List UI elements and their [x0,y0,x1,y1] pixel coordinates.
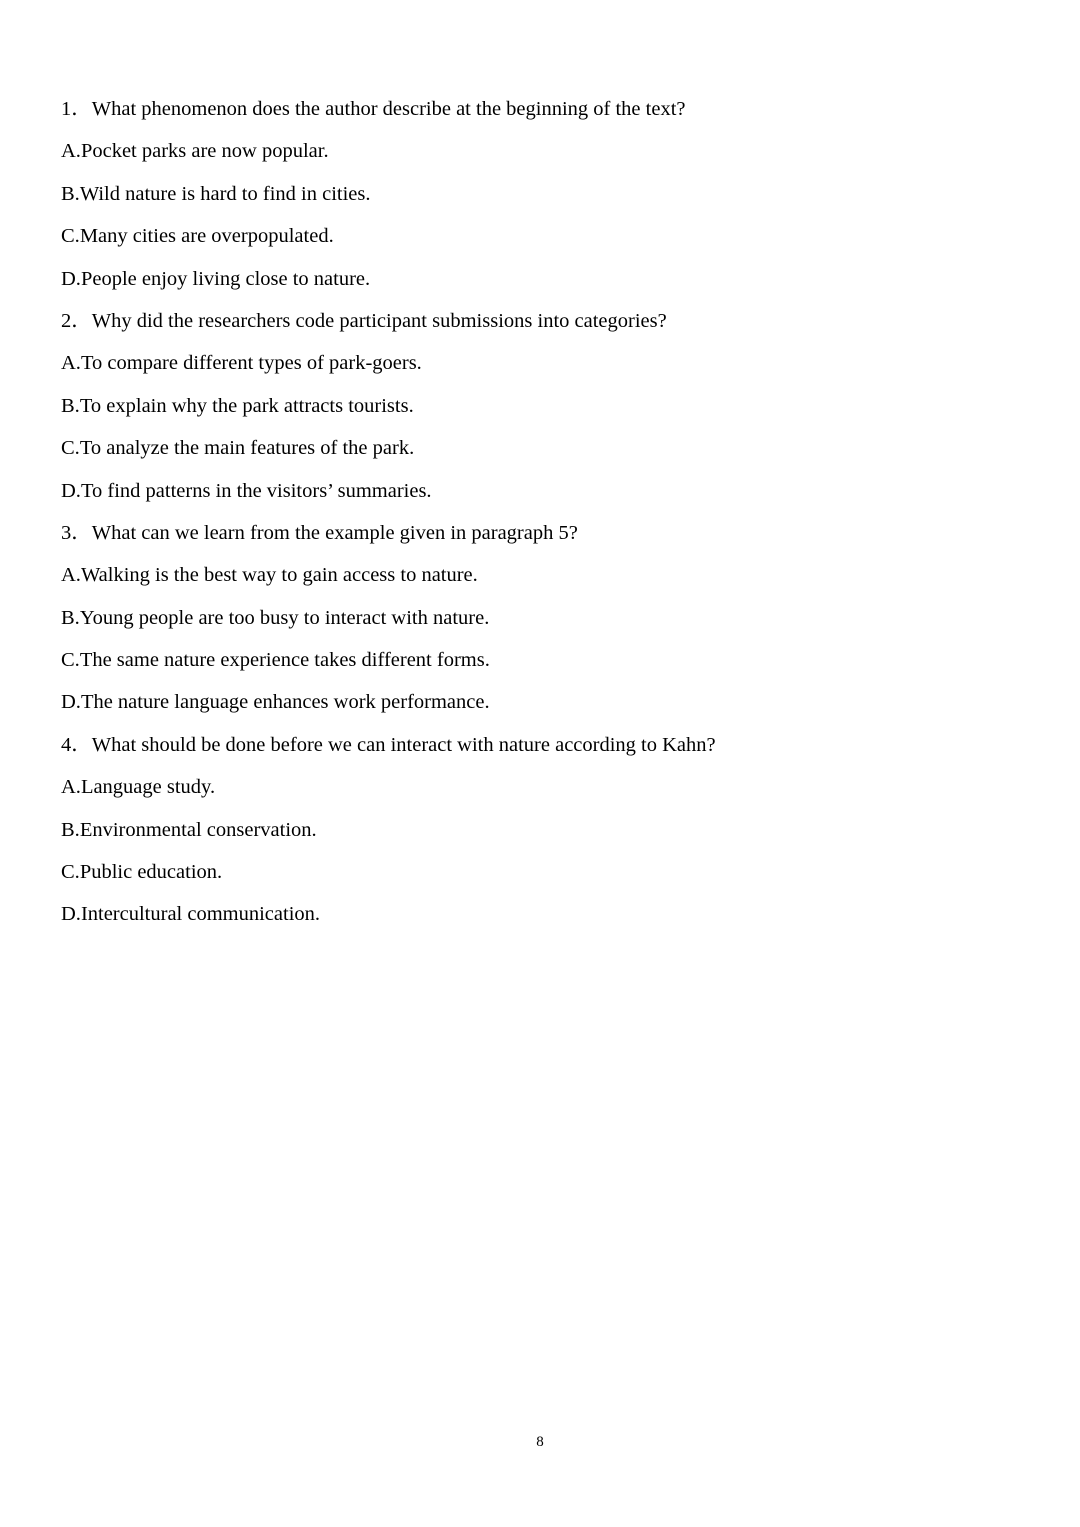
option-letter: B. [61,394,80,417]
question-number: 3． [61,521,92,544]
question-number: 2． [61,309,92,332]
option-2d [61,470,1021,512]
option-1a [61,130,1021,172]
question-4 [61,724,1021,766]
option-3b [61,597,1021,639]
option-4c [61,851,1021,893]
option-2b [61,385,1021,427]
option-letter: C. [61,437,80,460]
option-letter: D. [61,267,81,290]
option-letter: B. [61,606,80,629]
option-letter: D. [61,479,81,502]
option-3d [61,681,1021,723]
option-text: The nature language enhances work performance. [80,691,490,714]
option-4a [61,766,1021,808]
option-letter: D. [61,903,81,926]
option-letter: B. [61,182,80,205]
option-letter: A. [61,564,81,587]
question-number: 4． [61,733,92,756]
option-letter: A. [61,776,81,799]
question-text: What should be done before we can interact with nature according to Kahn? [91,733,716,756]
question-list [61,88,1021,936]
option-4b [61,809,1021,851]
option-text: To find patterns in the visitors’ summaries. [80,479,432,502]
option-text: Young people are too busy to interact with nature. [79,606,490,629]
option-1b [61,173,1021,215]
option-letter: D. [61,691,81,714]
option-1d [61,258,1021,300]
option-text: People enjoy living close to nature. [80,267,371,290]
option-text: Intercultural communication. [80,903,321,926]
option-text: Public education. [79,861,223,884]
option-text: Wild nature is hard to find in cities. [79,182,371,205]
option-letter: C. [61,225,80,248]
option-letter: A. [61,352,81,375]
question-number: 1． [61,98,92,120]
option-text: Pocket parks are now popular. [80,140,329,163]
page-number: 8 [536,1434,544,1450]
question-2 [61,300,1021,342]
option-letter: C. [61,649,80,672]
option-text: To analyze the main features of the park. [79,437,415,460]
option-1c [61,215,1021,257]
option-letter: A. [61,140,81,163]
question-text: Why did the researchers code participant submissions into categories? [91,309,667,332]
option-text: To compare different types of park-goers. [80,352,422,375]
question-text: What phenomenon does the author describe at the beginning of the text? [91,98,686,120]
option-3a [61,554,1021,596]
option-3c [61,639,1021,681]
option-text: Many cities are overpopulated. [79,225,334,248]
option-letter: B. [61,818,80,841]
option-4d [61,893,1021,935]
option-text: Language study. [80,776,216,799]
option-text: Environmental conservation. [79,818,317,841]
option-text: Walking is the best way to gain access to nature. [80,564,478,587]
option-2a [61,342,1021,384]
question-3 [61,512,1021,554]
option-letter: C. [61,861,80,884]
option-text: The same nature experience takes different forms. [79,649,490,672]
question-1 [61,88,1021,130]
question-text: What can we learn from the example given in paragraph 5? [91,521,578,544]
option-text: To explain why the park attracts tourists. [79,394,414,417]
option-2c [61,427,1021,469]
